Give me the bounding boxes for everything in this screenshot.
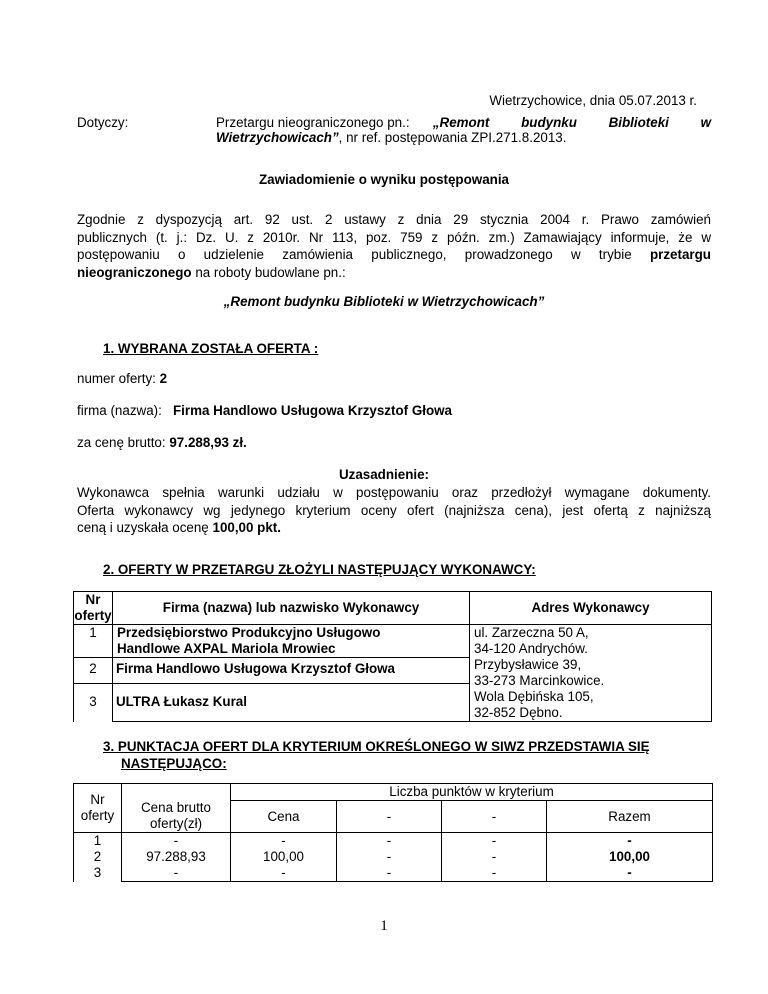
table-row-nr: 1 2 3 xyxy=(74,625,113,722)
subject-italic-2: Wietrzychowicach” xyxy=(216,130,339,145)
section3-heading-1: 3. PUNKTACJA OFERT DLA KRYTERIUM OKREŚLONEGO W SIWZ PRZEDSTAWIA SIĘ xyxy=(103,739,650,754)
project-name: „Remont budynku Biblioteki w Wietrzychowicach” xyxy=(223,294,545,309)
price-line: za cenę brutto: 97.288,93 zł. xyxy=(77,435,247,450)
score-col-nr: Nr oferty xyxy=(74,784,122,833)
subject-pre: Przetargu nieograniczonego pn.: xyxy=(216,115,410,130)
intro-line-1: Zgodnie z dyspozycją art. 92 ust. 2 ustawy z dnia 29 stycznia 2004 r. Prawo zamówień xyxy=(77,212,711,227)
justification-text: Wykonawca spełnia warunki udziału w postępowaniu oraz przedłożył wymagane dokumenty. Oferta wykonawcy wg jedynego kryterium oceny ofert (najniższa cena), jest ofertą z najniższą ceną i uzyskała ocenę 100,00 pkt. xyxy=(77,485,711,535)
intro-line-2: publicznych (t. j.: Dz. U. z 2010r. Nr 113, poz. 759 z późn. zm.) Zamawiający informuje, że w xyxy=(77,229,711,245)
section3-heading-2: NASTĘPUJĄCO: xyxy=(121,756,227,771)
score-col-points: Liczba punktów w kryterium xyxy=(231,784,713,801)
company-line: firma (nazwa): Firma Handlowo Usługowa Krzysztof Głowa xyxy=(77,403,452,418)
section2-heading: 2. OFERTY W PRZETARGU ZŁOŻYLI NASTĘPUJĄCY WYKONAWCY: xyxy=(103,562,536,577)
table-row-firm: Przedsiębiorstwo Produkcyjno Usługowo Handlowe AXPAL Mariola Mrowiec Firma Handlowo Usługowa Krzysztof Głowa ULTRA Łukasz Kural xyxy=(113,625,470,722)
justification-title: Uzasadnienie: xyxy=(338,467,430,482)
score-col-price: Cena brutto oferty(zł) xyxy=(122,784,231,833)
section1-heading: 1. WYBRANA ZOSTAŁA OFERTA : xyxy=(103,341,319,356)
score-sub-cena: Cena xyxy=(231,801,337,833)
scoring-table xyxy=(73,783,713,882)
page-number: 1 xyxy=(380,918,388,934)
table-row-address: ul. Zarzeczna 50 A, 34-120 Andrychów. Przybysławice 39, 33-273 Marcinkowice. Wola Dębińska 105, 32-852 Dębno. xyxy=(470,625,712,722)
document-title: Zawiadomienie o wyniku postępowania xyxy=(258,172,509,187)
score-sub-total: Razem xyxy=(547,801,713,833)
col-firm-header: Firma (nazwa) lub nazwisko Wykonawcy xyxy=(113,592,470,625)
intro-line-4: nieograniczonego na roboty budowlane pn.: xyxy=(77,264,346,280)
subject-text xyxy=(216,115,711,145)
score-sub-dash-1: - xyxy=(337,801,442,833)
col-addr-header: Adres Wykonawcy xyxy=(470,592,712,625)
score-sub-dash-2: - xyxy=(442,801,547,833)
bidders-table xyxy=(73,591,712,722)
subject-post: , nr ref. postępowania ZPI.271.8.2013. xyxy=(338,130,567,145)
intro-line-3: postępowaniu o udzielenie zamówienia publicznego, prowadzonego w trybie przetargu xyxy=(77,247,711,262)
subject-label: Dotyczy: xyxy=(77,115,129,130)
col-nr-header: Nr oferty xyxy=(74,592,112,623)
intro-paragraph xyxy=(77,211,711,281)
subject-italic-1: „Remont budynku Biblioteki w xyxy=(432,115,711,130)
offer-number-line: numer oferty: 2 xyxy=(77,371,168,386)
table-row: 1 2 3 - 97.288,93 - - 100,00 - - - - - - - - 100,00 - xyxy=(74,833,713,882)
place-date: Wietrzychowice, dnia 05.07.2013 r. xyxy=(489,93,697,108)
